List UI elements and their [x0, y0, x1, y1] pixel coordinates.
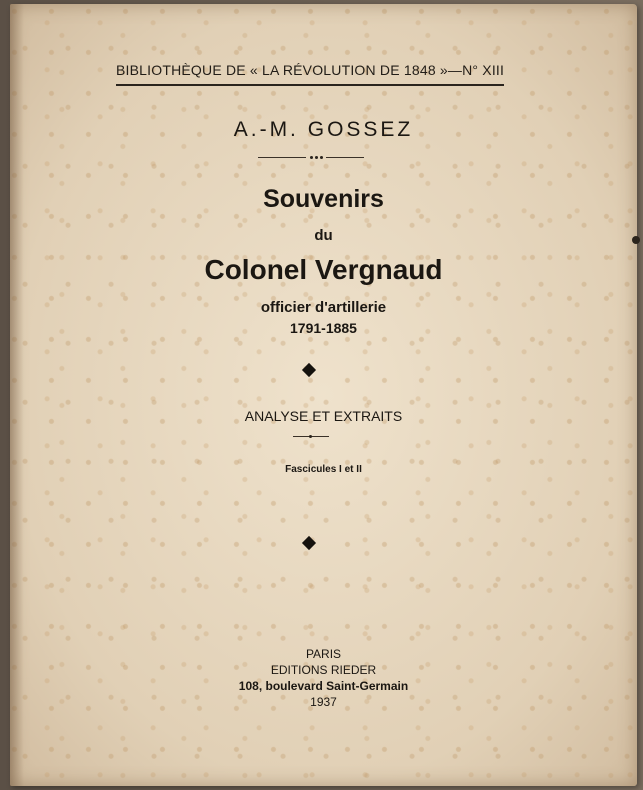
- diamond-ornament: [302, 363, 316, 377]
- series-name: BIBLIOTHÈQUE DE « LA RÉVOLUTION DE 1848 »: [116, 62, 448, 78]
- section-analysis: ANALYSE ET EXTRAITS: [244, 408, 403, 424]
- series-number: N° XIII: [462, 62, 505, 78]
- subtitle: officier d'artillerie: [260, 299, 387, 316]
- imprint-address: 108, boulevard Saint-Germain: [238, 679, 409, 693]
- ornament-rule-left: [258, 157, 306, 158]
- title-line-2: du: [314, 227, 333, 244]
- fascicles-label: Fascicules I et II: [285, 464, 362, 475]
- ornament-dot: [315, 156, 318, 159]
- ornament-dot: [320, 156, 323, 159]
- book-cover: [10, 4, 637, 786]
- ornament-dot: [309, 435, 312, 438]
- title-line-3: Colonel Vergnaud: [204, 254, 443, 285]
- title-line-1: Souvenirs: [263, 185, 384, 213]
- cover-blemish: [632, 236, 640, 244]
- series-header: [116, 62, 505, 78]
- imprint-city: PARIS: [305, 647, 342, 661]
- series-separator: —: [447, 62, 463, 78]
- ornament-rule-right: [326, 157, 364, 158]
- life-dates: 1791-1885: [290, 320, 357, 336]
- author-name: A.-M. GOSSEZ: [233, 118, 414, 141]
- diamond-ornament: [302, 536, 316, 550]
- imprint-year: 1937: [310, 695, 337, 709]
- ornament-dot: [310, 156, 313, 159]
- imprint-publisher: EDITIONS RIEDER: [270, 663, 377, 677]
- series-rule: [116, 84, 504, 86]
